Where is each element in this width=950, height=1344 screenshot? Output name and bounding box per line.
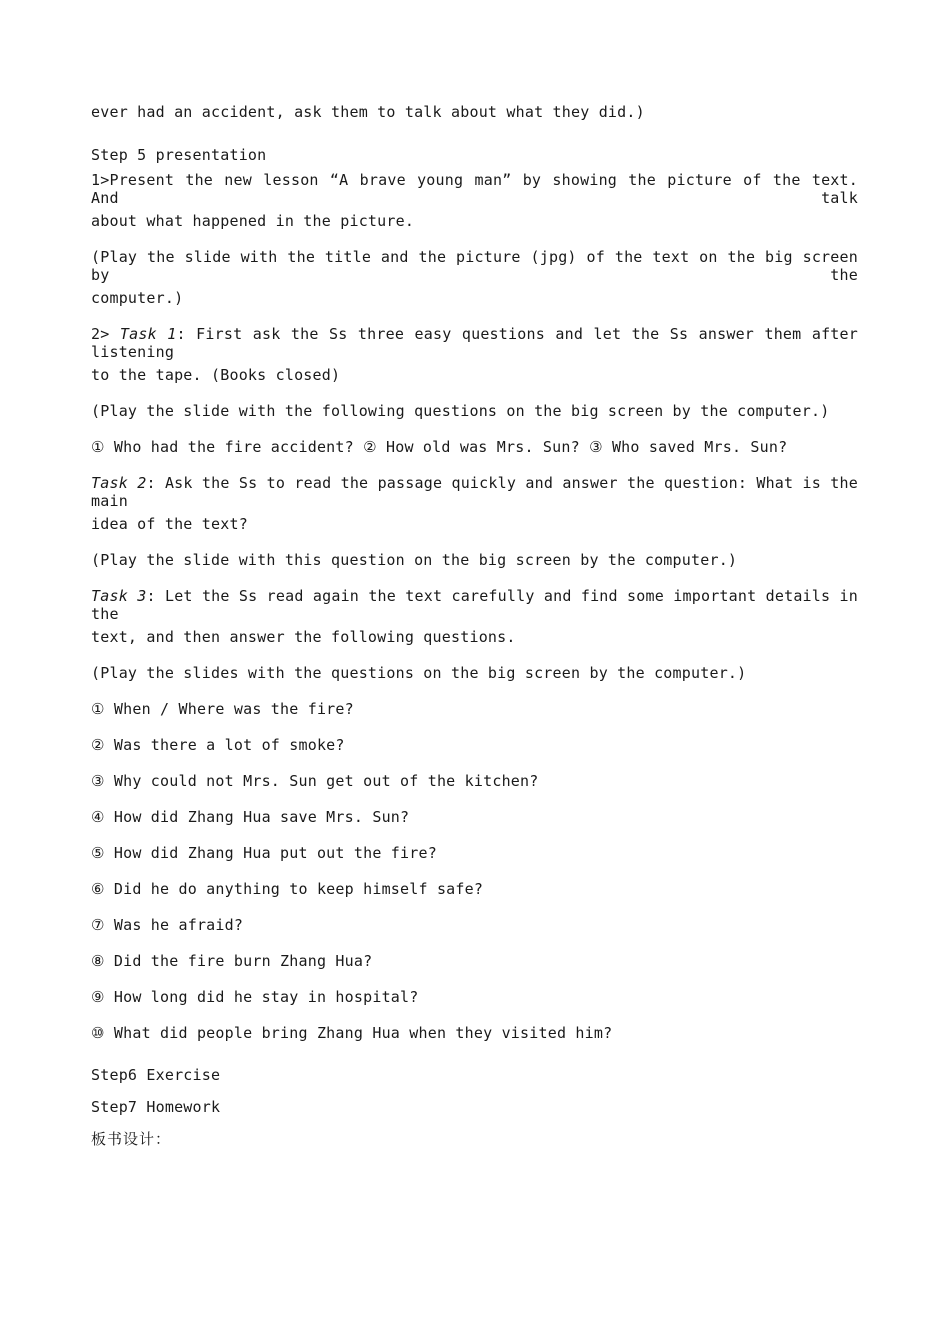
board-design-heading: 板书设计： — [91, 1130, 172, 1148]
step7-heading: Step7 Homework — [91, 1098, 221, 1116]
task3-line-2: text, and then answer the following questions. — [91, 628, 516, 646]
play-slide-note-1-line-2: computer.) — [91, 289, 184, 307]
play-slide-note-1-line-1: (Play the slide with the title and the picture (jpg) of the text on the big screen by the — [91, 248, 858, 284]
question-item: ⑩ What did people bring Zhang Hua when they visited him? — [91, 1024, 613, 1042]
task2-line-2: idea of the text? — [91, 515, 248, 533]
task3-line-1 — [91, 587, 858, 623]
task3-label: Task 3 — [91, 587, 147, 605]
step6-heading: Step6 Exercise — [91, 1066, 221, 1084]
task1-label: Task 1 — [119, 325, 177, 343]
task2-label: Task 2 — [91, 474, 147, 492]
task1-questions: ① Who had the fire accident? ② How old was Mrs. Sun? ③ Who saved Mrs. Sun? — [91, 438, 788, 456]
present-paragraph-line-1: 1>Present the new lesson “A brave young man” by showing the picture of the text. And talk — [91, 171, 858, 207]
task1-line-2: to the tape. (Books closed) — [91, 366, 341, 384]
question-item: ② Was there a lot of smoke? — [91, 736, 345, 754]
question-item: ⑤ How did Zhang Hua put out the fire? — [91, 844, 437, 862]
question-item: ⑨ How long did he stay in hospital? — [91, 988, 419, 1006]
task1-text: : First ask the Ss three easy questions and let the Ss answer them after listening — [91, 325, 858, 361]
play-slide-note-3: (Play the slide with this question on the big screen by the computer.) — [91, 551, 738, 569]
question-item: ③ Why could not Mrs. Sun get out of the kitchen? — [91, 772, 539, 790]
task2-text: : Ask the Ss to read the passage quickly and answer the question: What is the main — [91, 474, 858, 510]
present-paragraph-line-2: about what happened in the picture. — [91, 212, 415, 230]
step5-heading: Step 5 presentation — [91, 146, 267, 164]
task1-line-1 — [91, 325, 858, 361]
question-item: ④ How did Zhang Hua save Mrs. Sun? — [91, 808, 410, 826]
task2-line-1 — [91, 474, 858, 510]
play-slide-note-4: (Play the slides with the questions on the big screen by the computer.) — [91, 664, 747, 682]
question-item: ① When / Where was the fire? — [91, 700, 354, 718]
question-item: ⑦ Was he afraid? — [91, 916, 244, 934]
question-item: ⑥ Did he do anything to keep himself safe? — [91, 880, 484, 898]
intro-line: ever had an accident, ask them to talk about what they did.) — [91, 103, 645, 121]
question-item: ⑧ Did the fire burn Zhang Hua? — [91, 952, 373, 970]
task3-text: : Let the Ss read again the text carefully and find some important details in the — [91, 587, 858, 623]
task1-prefix: 2> — [91, 325, 110, 343]
play-slide-note-2: (Play the slide with the following questions on the big screen by the computer.) — [91, 402, 830, 420]
